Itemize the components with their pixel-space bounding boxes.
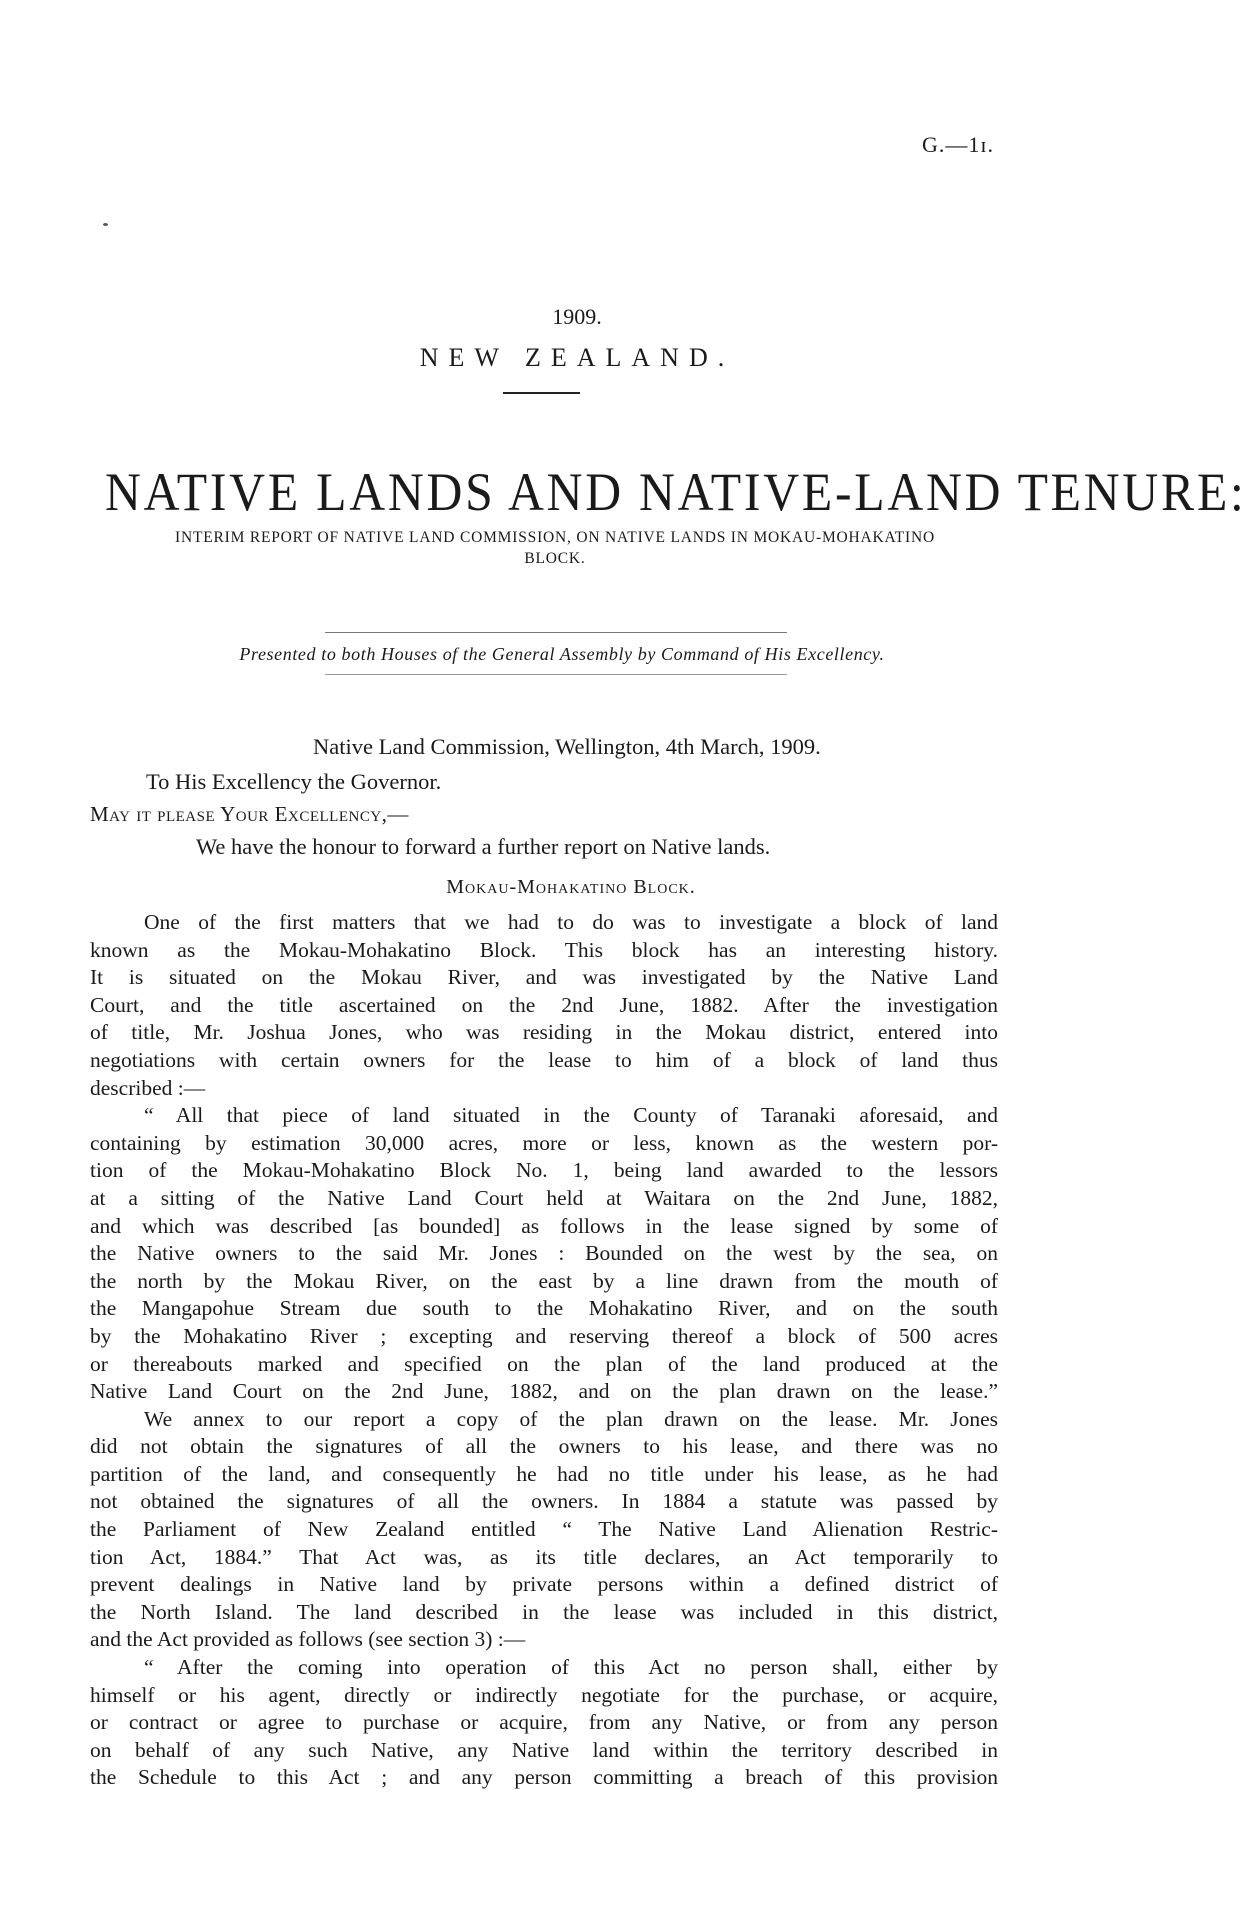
presented-rule-bottom bbox=[325, 674, 787, 675]
letter-dateline: Native Land Commission, Wellington, 4th March, 1909. bbox=[313, 734, 821, 759]
text-line: Native Land Court on the 2nd June, 1882, and on the plan drawn on the lease.” bbox=[90, 1379, 998, 1404]
paragraph bbox=[90, 1654, 998, 1792]
text-line: known as the Mokau-Mohakatino Block. This block has an interesting history. bbox=[90, 937, 998, 962]
text-line: not obtained the signatures of all the owners. In 1884 a statute was passed by bbox=[90, 1489, 998, 1514]
text-line: negotiations with certain owners for the lease to him of a block of land thus bbox=[90, 1047, 998, 1072]
document-title: NATIVE LANDS AND NATIVE-LAND TENURE: bbox=[105, 462, 1247, 522]
text-line: prevent dealings in Native land by private persons within a defined district of bbox=[90, 1572, 998, 1597]
text-line: “ After the coming into operation of this Act no person shall, either by bbox=[144, 1655, 998, 1680]
text-line: himself or his agent, directly or indirectly negotiate for the purchase, or acquire, bbox=[90, 1682, 998, 1707]
text-line: the Parliament of New Zealand entitled “ The Native Land Alienation Restric- bbox=[90, 1517, 998, 1542]
text-line: the Mangapohue Stream due south to the Mohakatino River, and on the south bbox=[90, 1296, 998, 1321]
section-heading: Mokau-Mohakatino Block. bbox=[446, 876, 696, 898]
text-line: “ All that piece of land situated in the County of Taranaki aforesaid, and bbox=[144, 1103, 998, 1128]
heading-divider bbox=[503, 392, 580, 394]
letter-opening: We have the honour to forward a further report on Native lands. bbox=[196, 834, 771, 859]
text-line: One of the first matters that we had to do was to investigate a block of land bbox=[144, 910, 998, 934]
text-line: or contract or agree to purchase or acquire, from any Native, or from any person bbox=[90, 1710, 998, 1735]
document-subtitle bbox=[95, 527, 1015, 569]
report-body bbox=[90, 909, 998, 1792]
text-line: described :— bbox=[90, 1075, 206, 1100]
text-line: the Schedule to this Act ; and any person committing a breach of this provision bbox=[90, 1765, 998, 1790]
subtitle-line: INTERIM REPORT OF NATIVE LAND COMMISSION, ON NATIVE LANDS IN MOKAU-MOHAKATINO bbox=[174, 529, 936, 546]
text-line: partition of the land, and consequently he had no title under his lease, as he had bbox=[90, 1461, 998, 1486]
text-line: We annex to our report a copy of the plan drawn on the lease. Mr. Jones bbox=[144, 1406, 998, 1431]
paragraph bbox=[90, 1102, 998, 1406]
print-speck bbox=[103, 223, 108, 226]
text-line: containing by estimation 30,000 acres, more or less, known as the western por- bbox=[90, 1130, 998, 1155]
paragraph bbox=[90, 1406, 998, 1654]
text-line: It is situated on the Mokau River, and was investigated by the Native Land bbox=[90, 965, 998, 990]
publication-year: 1909. bbox=[552, 304, 602, 329]
subtitle-line: BLOCK. bbox=[524, 550, 586, 567]
country-heading: NEW ZEALAND. bbox=[419, 343, 735, 372]
text-line: or thereabouts marked and specified on the plan of the land produced at the bbox=[90, 1351, 998, 1376]
text-line: Court, and the title ascertained on the 2nd June, 1882. After the investigation bbox=[90, 992, 998, 1017]
text-line: did not obtain the signatures of all the owners to his lease, and there was no bbox=[90, 1434, 998, 1459]
text-line: tion Act, 1884.” That Act was, as its title declares, an Act temporarily to bbox=[90, 1544, 998, 1569]
document-reference: G.—1ɪ. bbox=[922, 132, 994, 157]
letter-salutation: May it please Your Excellency,— bbox=[90, 802, 409, 826]
text-line: on behalf of any such Native, any Native land within the territory described in bbox=[90, 1737, 998, 1762]
letter-addressee: To His Excellency the Governor. bbox=[146, 769, 442, 794]
text-line: tion of the Mokau-Mohakatino Block No. 1, being land awarded to the lessors bbox=[90, 1158, 998, 1183]
paragraph bbox=[90, 909, 998, 1102]
text-line: of title, Mr. Joshua Jones, who was residing in the Mokau district, entered into bbox=[90, 1020, 998, 1045]
text-line: at a sitting of the Native Land Court held at Waitara on the 2nd June, 1882, bbox=[90, 1185, 998, 1210]
text-line: the Native owners to the said Mr. Jones : Bounded on the west by the sea, on bbox=[90, 1241, 998, 1266]
text-line: the north by the Mokau River, on the east by a line drawn from the mouth of bbox=[90, 1268, 998, 1293]
text-line: by the Mohakatino River ; excepting and reserving thereof a block of 500 acres bbox=[90, 1323, 998, 1348]
text-line: the North Island. The land described in the lease was included in this district, bbox=[90, 1599, 998, 1624]
presented-rule-top bbox=[325, 632, 787, 633]
text-line: and the Act provided as follows (see section 3) :— bbox=[90, 1627, 526, 1652]
presented-statement: Presented to both Houses of the General Assembly by Command of His Excellency. bbox=[239, 644, 885, 664]
text-line: and which was described [as bounded] as follows in the lease signed by some of bbox=[90, 1213, 998, 1238]
